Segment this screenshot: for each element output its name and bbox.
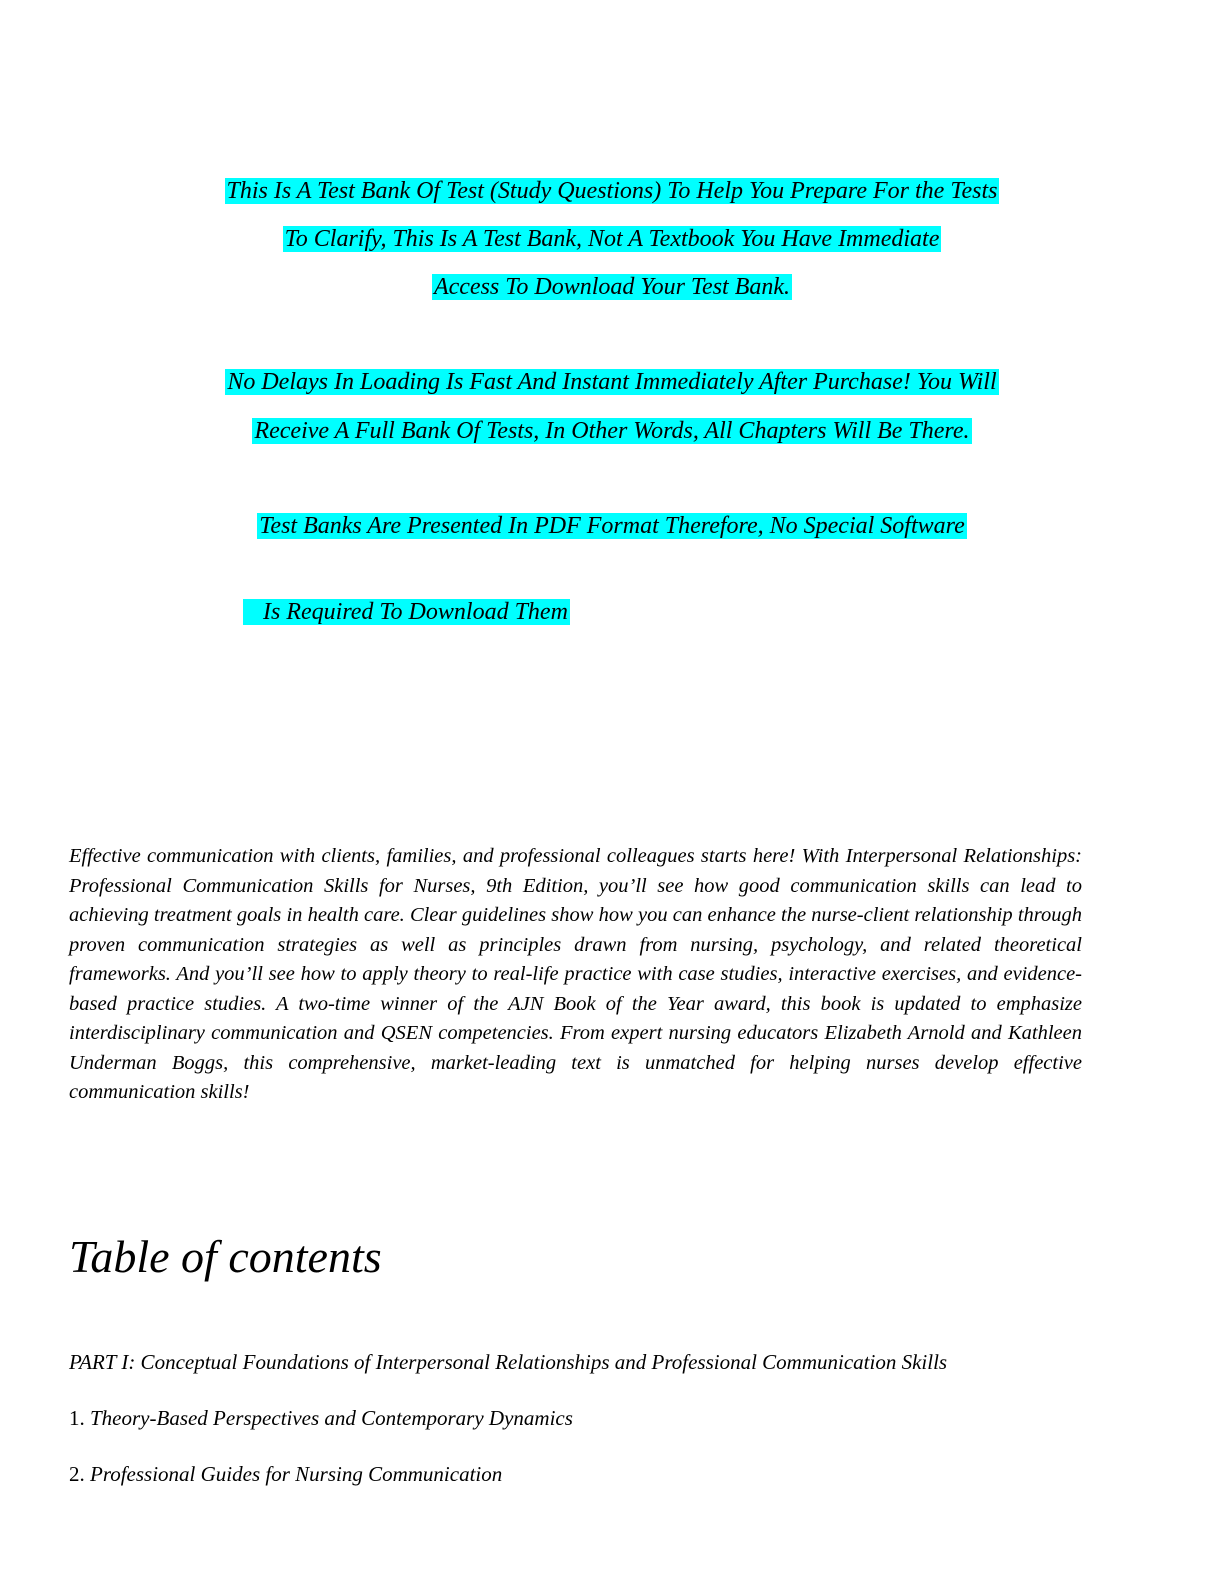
promo-highlight-text: This Is A Test Bank Of Test (Study Questions) To Help You Prepare For the Tests bbox=[226, 178, 998, 204]
toc-item-number: 1. bbox=[69, 1406, 90, 1430]
promo-highlight-text: Test Banks Are Presented In PDF Format Therefore, No Special Software bbox=[259, 513, 965, 539]
promo-highlight-text: No Delays In Loading Is Fast And Instant Immediately After Purchase! You Will bbox=[227, 369, 997, 395]
promo-line bbox=[0, 416, 1224, 446]
toc-item bbox=[69, 1404, 573, 1432]
promo-line bbox=[0, 176, 1224, 206]
promo-highlight-text: Access To Download Your Test Bank. bbox=[433, 274, 791, 300]
promo-line bbox=[231, 567, 570, 627]
promo-highlight-text: Receive A Full Bank Of Tests, In Other Words, All Chapters Will Be There. bbox=[254, 418, 970, 444]
toc-item bbox=[69, 1460, 502, 1488]
promo-highlight-text: To Clarify, This Is A Test Bank, Not A Textbook You Have Immediate bbox=[284, 226, 940, 252]
promo-highlight-text: Is Required To Download Them bbox=[245, 599, 568, 625]
toc-item-title: Theory-Based Perspectives and Contemporary Dynamics bbox=[90, 1406, 573, 1430]
promo-line bbox=[0, 272, 1224, 302]
promo-line bbox=[0, 367, 1224, 397]
promo-line bbox=[0, 224, 1224, 254]
toc-item-number: 2. bbox=[69, 1462, 90, 1486]
toc-part-heading: PART I: Conceptual Foundations of Interpersonal Relationships and Professional Communication Skills bbox=[69, 1350, 948, 1374]
book-description: Effective communication with clients, families, and professional colleagues starts here! With Interpersonal Relationships: Professional Communication Skills for Nurses, 9th Edition, you’ll see how good communication skills can lead to achieving treatment goals in health care. Clear guidelines show how you can enhance the nurse-client relationship through proven communication strategies as well as principles drawn from nursing, psychology, and related theoretical frameworks. And you’ll see how to apply theory to real-life practice with case studies, interactive exercises, and evidence-based practice studies. A two-time winner of the AJN Book of the Year award, this book is updated to emphasize interdisciplinary communication and QSEN competencies. From expert nursing educators Elizabeth Arnold and Kathleen Underman Boggs, this comprehensive, market-leading text is unmatched for helping nurses develop effective communication skills! bbox=[69, 845, 1082, 1103]
promo-line bbox=[0, 511, 1224, 541]
toc-heading: Table of contents bbox=[69, 1231, 382, 1282]
toc-item-title: Professional Guides for Nursing Communication bbox=[90, 1462, 503, 1486]
